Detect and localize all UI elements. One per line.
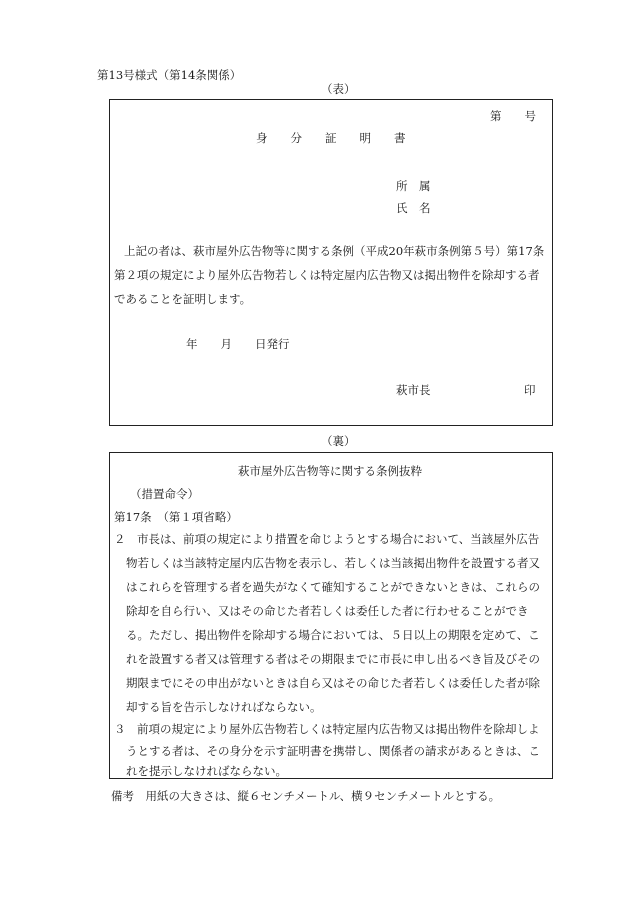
article-number: 第17条 （第１項省略） [114, 510, 238, 524]
remarks-note: 備考 用紙の大きさは、縦６センチメートル、横９センチメートルとする。 [111, 789, 501, 803]
paragraph-2-line: ２ 市長は、前項の規定により措置を命じようとする場合において、当該屋外広告 [114, 532, 540, 546]
paragraph-3-line: うとする者は、その身分を示す証明書を携帯し、関係者の請求があるときは、こ [126, 744, 540, 758]
name-label: 氏 名 [396, 201, 431, 215]
issue-date: 年 月 日発行 [186, 337, 290, 351]
paragraph-3-line: れを提示しなければならない。 [126, 764, 287, 778]
excerpt-title: 萩市屋外広告物等に関する条例抜粋 [238, 464, 422, 478]
number-field: 第 号 [490, 109, 536, 123]
back-label: （裏） [321, 434, 356, 448]
certificate-title: 身 分 証 明 書 [256, 131, 406, 145]
paragraph-2-line: 却する旨を告示しなければならない。 [126, 700, 322, 714]
paragraph-2-line: 除却を自ら行い、又はその命じた者若しくは委任した者に行わせることができ [126, 604, 529, 618]
section-heading: （措置命令） [130, 487, 199, 501]
seal-mark: 印 [524, 383, 536, 397]
affiliation-label: 所 属 [396, 179, 431, 193]
front-card [109, 99, 553, 426]
form-number: 第13号様式（第14条関係） [97, 68, 242, 82]
issuer: 萩市長 [396, 383, 431, 397]
paragraph-2-line: れを設置する者又は管理する者はその期限までに市長に申し出るべき旨及びその [126, 652, 540, 666]
paragraph-3-line: ３ 前項の規定により屋外広告物若しくは特定屋内広告物又は掲出物件を除却しよ [114, 722, 540, 736]
paragraph-2-line: る。ただし、掲出物件を除却する場合においては、５日以上の期限を定めて、こ [126, 628, 540, 642]
front-label: （表） [321, 82, 356, 96]
paragraph-2-line: 物若しくは当該特定屋内広告物を表示し、若しくは当該掲出物件を設置する者又 [126, 556, 540, 570]
paragraph-2-line: 期限までにその申出がないときは自ら又はその命じた者若しくは委任した者が除 [126, 676, 540, 690]
certificate-body-line: 上記の者は、萩市屋外広告物等に関する条例（平成20年萩市条例第５号）第17条 [124, 244, 545, 258]
back-card [109, 452, 553, 779]
certificate-body-line: 第２項の規定により屋外広告物若しくは特定屋内広告物又は掲出物件を除却する者 [114, 268, 540, 282]
paragraph-2-line: はこれらを管理する者を過失がなくて確知することができないときは、これらの [126, 580, 540, 594]
certificate-body-line: であることを証明します。 [114, 292, 252, 306]
